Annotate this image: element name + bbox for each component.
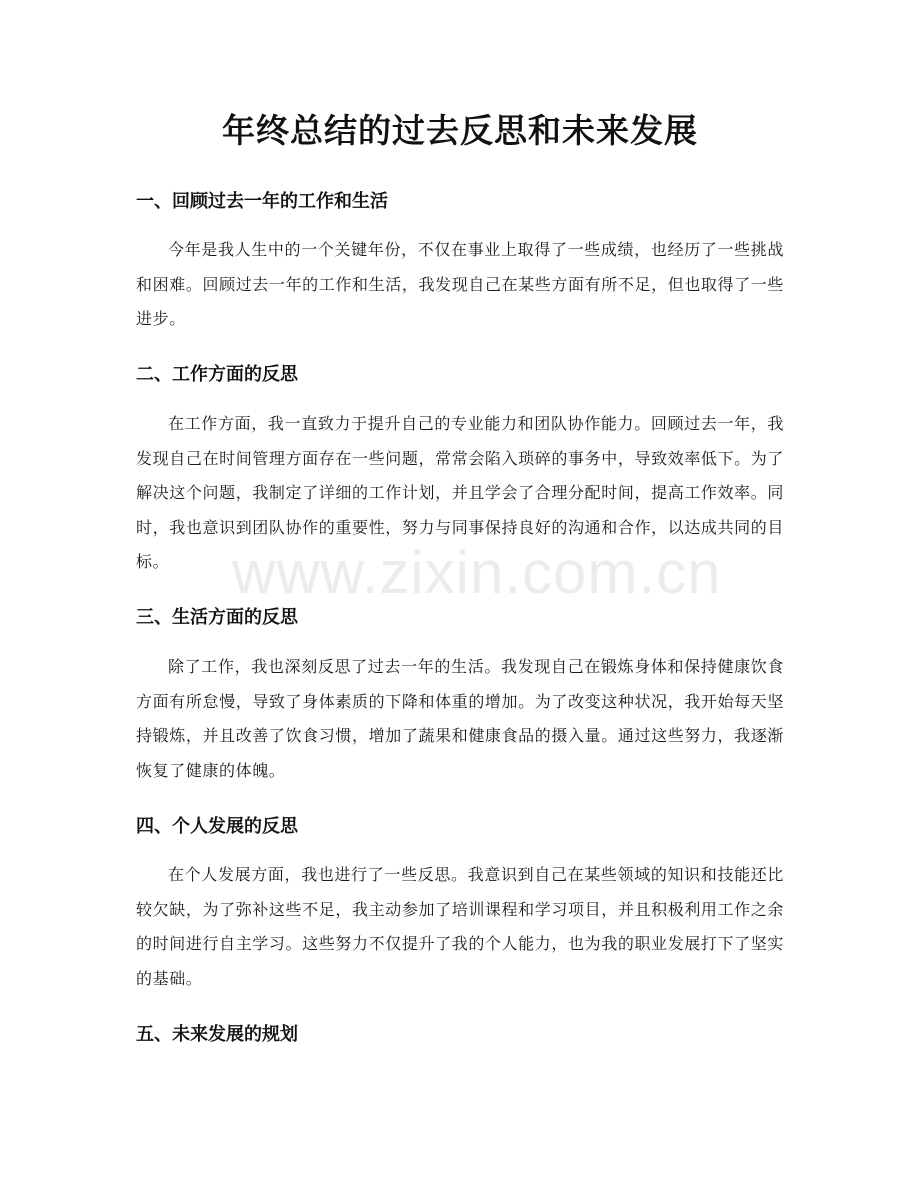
section-heading-review: 一、回顾过去一年的工作和生活 xyxy=(136,191,388,212)
section-heading-personal: 四、个人发展的反思 xyxy=(136,816,298,837)
section-paragraph-personal: 在个人发展方面，我也进行了一些反思。我意识到自己在某些领域的知识和技能还比较欠缺，为了弥补这些不足，我主动参加了培训课程和学习项目，并且积极利用工作之余的时间进行自主学习。这些努力不仅提升了我的个人能力，也为我的职业发展打下了坚实的基础。 xyxy=(136,865,784,988)
watermark: www.zixin.com.cn xyxy=(232,539,722,606)
section-paragraph-work: 在工作方面，我一直致力于提升自己的专业能力和团队协作能力。回顾过去一年，我发现自己在时间管理方面存在一些问题，常常会陷入琐碎的事务中，导致效率低下。为了解决这个问题，我制定了详细的工作计划，并且学会了合理分配时间，提高工作效率。同时，我也意识到团队协作的重要性，努力与同事保持良好的沟通和合作，以达成共同的目标。 xyxy=(136,414,784,571)
section-heading-life: 三、生活方面的反思 xyxy=(136,607,298,628)
document-title: 年终总结的过去反思和未来发展 xyxy=(222,111,698,150)
section-heading-future: 五、未来发展的规划 xyxy=(136,1024,298,1045)
section-heading-work: 二、工作方面的反思 xyxy=(136,364,298,385)
section-paragraph-review: 今年是我人生中的一个关键年份，不仅在事业上取得了一些成绩，也经历了一些挑战和困难。回顾过去一年的工作和生活，我发现自己在某些方面有所不足，但也取得了一些进步。 xyxy=(136,240,784,328)
section-paragraph-life: 除了工作，我也深刻反思了过去一年的生活。我发现自己在锻炼身体和保持健康饮食方面有所怠慢，导致了身体素质的下降和体重的增加。为了改变这种状况，我开始每天坚持锻炼，并且改善了饮食习惯，增加了蔬果和健康食品的摄入量。通过这些努力，我逐渐恢复了健康的体魄。 xyxy=(136,657,784,780)
